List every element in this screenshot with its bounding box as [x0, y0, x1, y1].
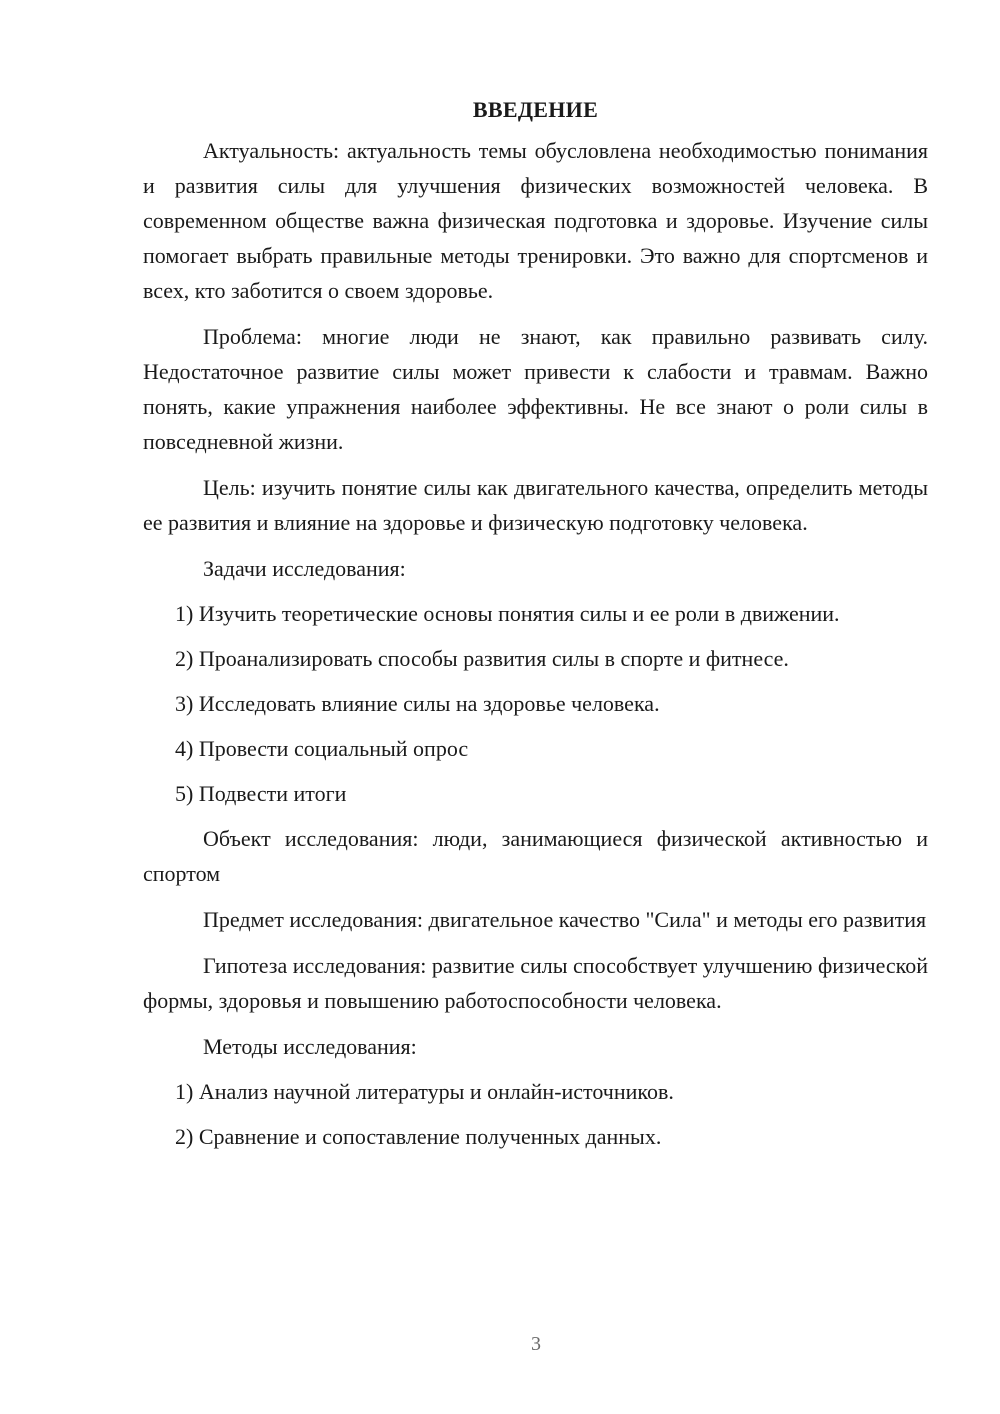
task-item: 2) Проанализировать способы развития силы в спорте и фитнесе.	[175, 646, 789, 671]
task-item: 3) Исследовать влияние силы на здоровье человека.	[175, 691, 660, 716]
subject-paragraph: Предмет исследования: двигательное качество "Сила" и методы его развития	[203, 907, 927, 932]
page-number: 3	[531, 1333, 541, 1355]
methods-list	[143, 1074, 928, 1154]
tasks-list	[143, 596, 928, 811]
method-item: 1) Анализ научной литературы и онлайн-источников.	[175, 1079, 674, 1104]
object-paragraph: Объект исследования: люди, занимающиеся физической активностью и спортом	[143, 826, 928, 886]
hypothesis-paragraph: Гипотеза исследования: развитие силы способствует улучшению физической формы, здоровья и повышению работоспособности человека.	[143, 953, 928, 1013]
task-item: 5) Подвести итоги	[175, 781, 347, 806]
method-item: 2) Сравнение и сопоставление полученных данных.	[175, 1124, 662, 1149]
task-item: 1) Изучить теоретические основы понятия силы и ее роли в движении.	[175, 601, 840, 626]
methods-heading: Методы исследования:	[203, 1034, 417, 1059]
relevance-paragraph: Актуальность: актуальность темы обусловлена необходимостью понимания и развития силы для улучшения физических возможностей человека. В современном обществе важна физическая подготовка и здоровье. Изучение силы помогает выбрать правильные методы тренировки. Это важно для спортсменов и всех, кто заботится о своем здоровье.	[143, 138, 928, 303]
problem-paragraph: Проблема: многие люди не знают, как правильно развивать силу. Недостаточное развитие силы может привести к слабости и травмам. Важно понять, какие упражнения наиболее эффективны. Не все знают о роли силы в повседневной жизни.	[143, 324, 928, 454]
tasks-heading: Задачи исследования:	[203, 556, 406, 581]
goal-paragraph: Цель: изучить понятие силы как двигательного качества, определить методы ее развития и влияние на здоровье и физическую подготовку человека.	[143, 475, 928, 535]
page-title: ВВЕДЕНИЕ	[472, 97, 599, 122]
document-page	[143, 95, 928, 1164]
task-item: 4) Провести социальный опрос	[175, 736, 469, 761]
